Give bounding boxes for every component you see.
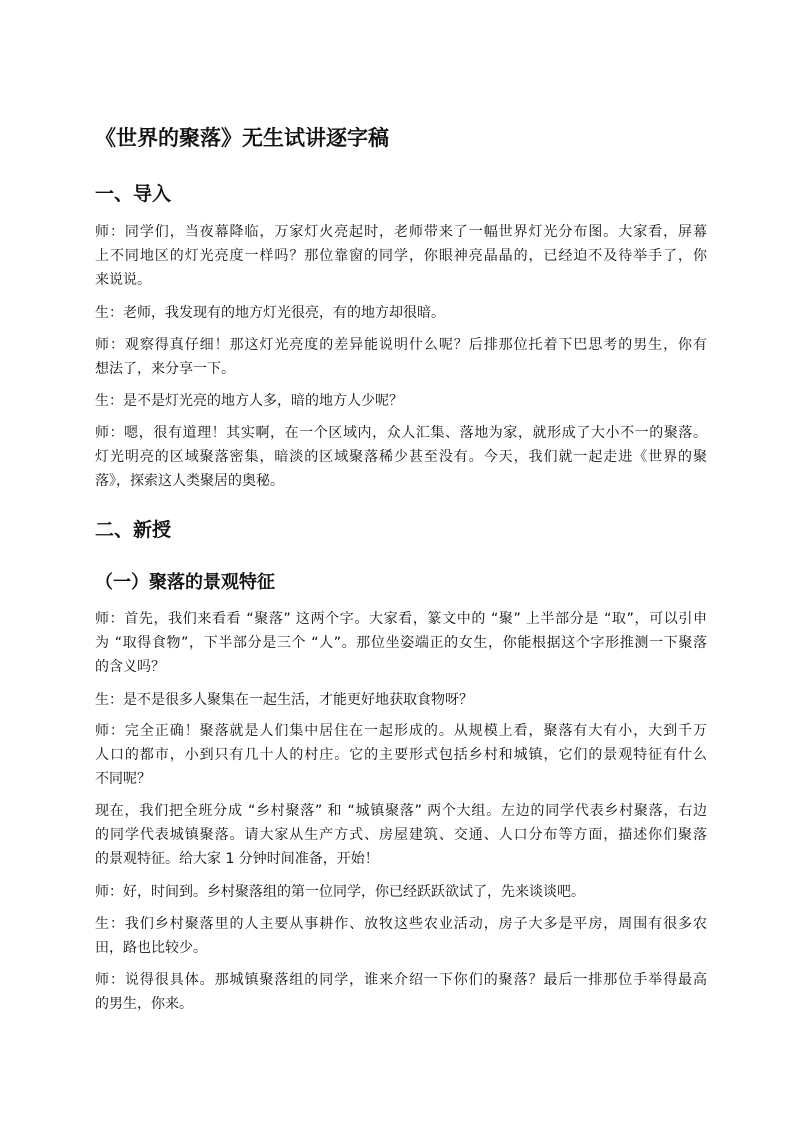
- paragraph-line: 生：我们乡村聚落里的人主要从事耕作、放牧这些农业活动，房子大多是平房，周围有很多农: [95, 916, 707, 932]
- paragraph: [95, 880, 707, 904]
- paragraph-line: 师：观察得真仔细！那这灯光亮度的差异能说明什么呢？后排那位托着下巴思考的男生，你有: [95, 337, 707, 353]
- paragraph-line: 人口的都市，小到只有几十人的村庄。它的主要形式包括乡村和城镇，它们的景观特征有什么: [95, 747, 707, 763]
- paragraph-line: 上不同地区的灯光亮度一样吗？那位靠窗的同学，你眼神亮晶晶的，已经迫不及待举手了，你: [95, 248, 707, 264]
- paragraph-line: 师：首先，我们来看看 “聚落” 这两个字。大家看，篆文中的 “聚” 上半部分是 “取”，可以引申: [95, 611, 707, 627]
- paragraph-line: 师：完全正确！聚落就是人们集中居住在一起形成的。从规模上看，聚落有大有小，大到千万: [95, 723, 707, 739]
- paragraph-line: 现在，我们把全班分成 “乡村聚落” 和 “城镇聚落” 两个大组。左边的同学代表乡村聚落，右边: [95, 803, 707, 819]
- paragraph-line: 师：嗯，很有道理！其实啊，在一个区域内，众人汇集、落地为家，就形成了大小不一的聚落。: [95, 425, 707, 441]
- paragraph-line: 师：说得很具体。那城镇聚落组的同学，谁来介绍一下你们的聚落？最后一排那位手举得最高: [95, 972, 707, 988]
- paragraph-line: 生：老师，我发现有的地方灯光很亮，有的地方却很暗。: [95, 305, 445, 321]
- section-heading-new: 二、新授: [95, 519, 172, 541]
- paragraph: [95, 799, 707, 871]
- paragraph-line: 想法了，来分享一下。: [95, 361, 235, 377]
- paragraph-line: 生：是不是灯光亮的地方人多，暗的地方人少呢？: [95, 393, 403, 409]
- paragraph-line: 灯光明亮的区域聚落密集，暗淡的区域聚落稀少甚至没有。今天，我们就一起走进《世界的聚: [95, 449, 707, 465]
- paragraph-line: 田，路也比较少。: [95, 940, 207, 956]
- paragraph-line: 的男生，你来。: [95, 996, 193, 1012]
- paragraph: [95, 912, 707, 960]
- paragraph-line: 不同呢？: [95, 771, 151, 787]
- paragraph: [95, 389, 707, 413]
- section-heading-intro: 一、导入: [95, 183, 172, 205]
- paragraph: [95, 220, 707, 292]
- paragraph: [95, 968, 707, 1016]
- paragraph-line: 师：好，时间到。乡村聚落组的第一位同学，你已经跃跃欲试了，先来谈谈吧。: [95, 884, 585, 900]
- paragraph-line: 师：同学们，当夜幕降临，万家灯火亮起时，老师带来了一幅世界灯光分布图。大家看，屏幕: [95, 224, 707, 240]
- paragraph: [95, 421, 707, 493]
- paragraph-line: 生：是不是很多人聚集在一起生活，才能更好地获取食物呀？: [95, 692, 473, 708]
- paragraph: [95, 607, 707, 679]
- paragraph-line: 为 “取得食物”，下半部分是三个 “人”。那位坐姿端正的女生，你能根据这个字形推测一下聚落: [95, 635, 707, 651]
- paragraph: [95, 719, 707, 791]
- paragraph-line: 来说说。: [95, 272, 151, 288]
- paragraph-line: 的同学代表城镇聚落。请大家从生产方式、房屋建筑、交通、人口分布等方面，描述你们聚落: [95, 827, 707, 843]
- paragraph: [95, 301, 707, 325]
- paragraph-line: 的含义吗？: [95, 659, 165, 675]
- paragraph-line: 的景观特征。给大家 1 分钟时间准备，开始！: [95, 851, 379, 867]
- paragraph: [95, 333, 707, 381]
- paragraph-line: 落》，探索这人类聚居的奥秘。: [95, 473, 284, 489]
- document-title: 《世界的聚落》无生试讲逐字稿: [95, 126, 389, 150]
- paragraph: [95, 688, 707, 712]
- subsection-heading-landscape: （一）聚落的景观特征: [95, 572, 275, 593]
